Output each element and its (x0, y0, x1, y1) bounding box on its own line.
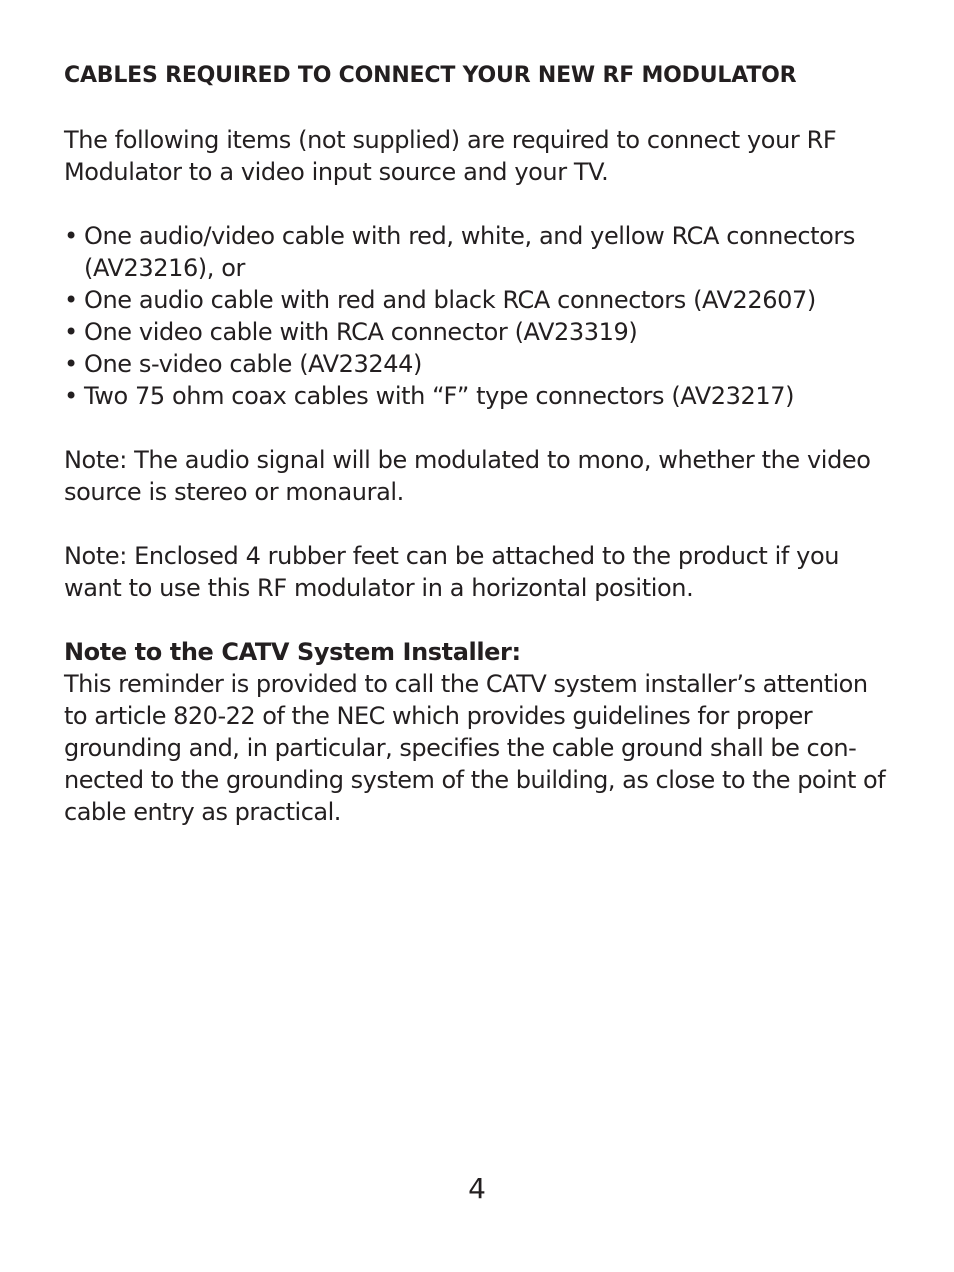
list-item (64, 220, 894, 284)
installer-note-text: This reminder is provided to call the CATV system installer’s attention to article 820-22 of the NEC which provides guidelines for proper grounding and, in particular, specifies the cable ground shall be con-nected to the grounding system of the building, as close to the point of cable entry as practical. (64, 670, 886, 826)
installer-note-title: Note to the CATV System Installer: (64, 638, 521, 666)
bullet-icon: • (64, 286, 78, 314)
bullet-icon: • (64, 222, 78, 250)
list-item-text: One audio/video cable with red, white, and yellow RCA connectors (AV23216), or (84, 222, 855, 282)
list-item (64, 348, 894, 380)
bullet-icon: • (64, 350, 78, 378)
section-heading: CABLES REQUIRED TO CONNECT YOUR NEW RF MODULATOR (64, 63, 797, 88)
rubber-feet-note: Note: Enclosed 4 rubber feet can be attached to the product if you want to use this RF modulator in a horizontal position. (64, 542, 840, 602)
bullet-icon: • (64, 318, 78, 346)
intro-paragraph: The following items (not supplied) are required to connect your RF Modulator to a video input source and your TV. (64, 126, 837, 186)
bullet-icon: • (64, 382, 78, 410)
list-item-text: One audio cable with red and black RCA connectors (AV22607) (84, 286, 816, 314)
page-number: 4 (468, 1172, 486, 1205)
audio-note: Note: The audio signal will be modulated to mono, whether the video source is stereo or monaural. (64, 446, 871, 506)
list-item (64, 380, 894, 412)
manual-page (64, 60, 894, 828)
required-items-list (64, 220, 894, 412)
list-item-text: Two 75 ohm coax cables with “F” type connectors (AV23217) (84, 382, 795, 410)
list-item-text: One s-video cable (AV23244) (84, 350, 422, 378)
list-item (64, 284, 894, 316)
list-item-text: One video cable with RCA connector (AV23319) (84, 318, 638, 346)
list-item (64, 316, 894, 348)
